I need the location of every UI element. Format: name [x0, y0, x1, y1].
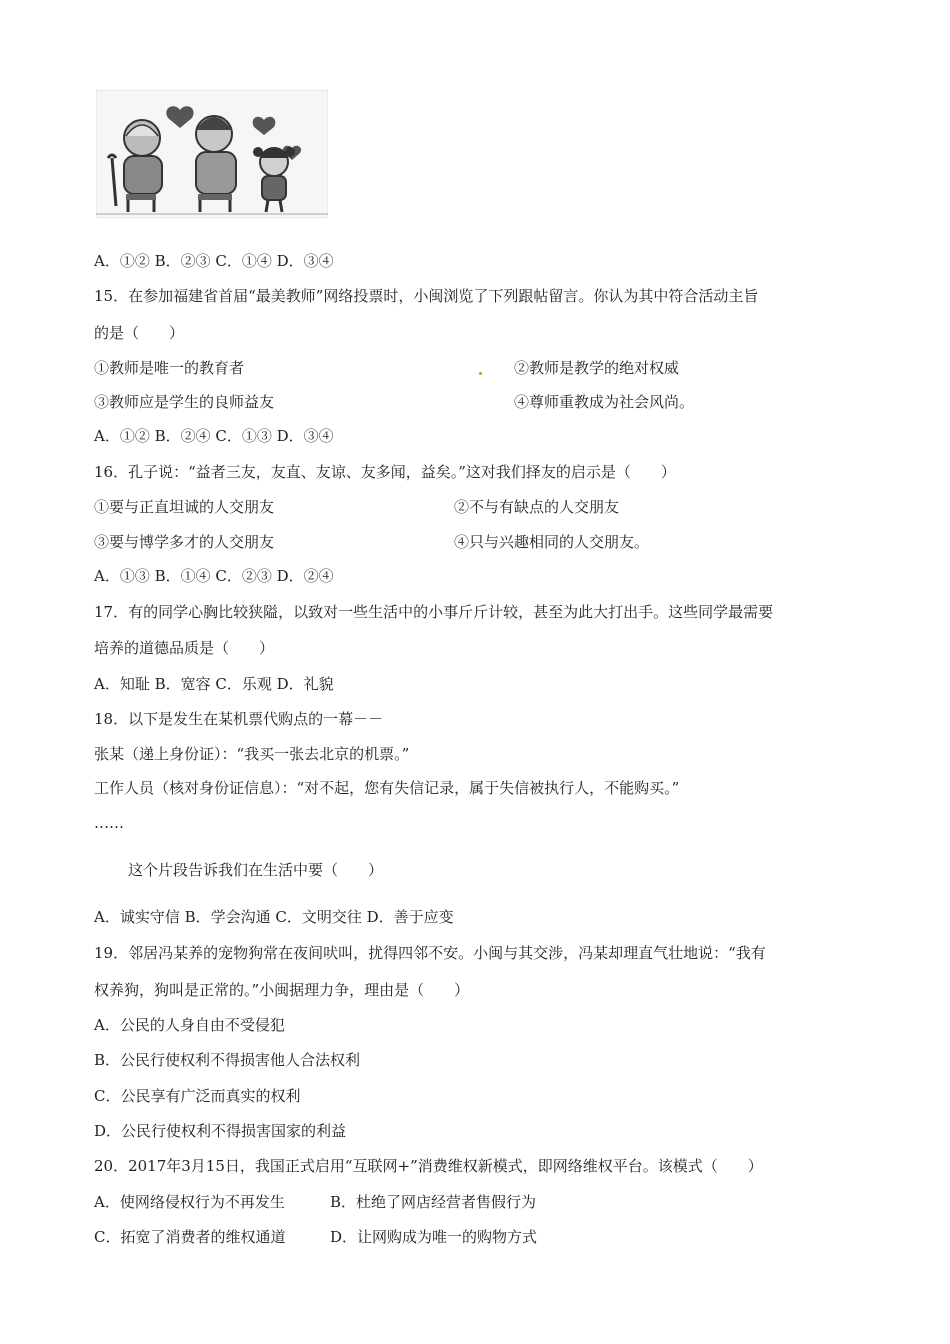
- family-illustration: [96, 90, 328, 218]
- q20-option-d: D．让网购成为唯一的购物方式: [330, 1228, 538, 1246]
- q16-item-2: ②不与有缺点的人交朋友: [454, 498, 620, 516]
- q17-stem-line-1: 17．有的同学心胸比较狭隘，以致对一些生活中的小事斤斤计较，甚至为此大打出手。这些同学最需要: [94, 603, 774, 621]
- q20-option-b: B．杜绝了网店经营者售假行为: [330, 1193, 537, 1211]
- q20-option-a: A．使网络侵权行为不再发生: [94, 1193, 285, 1211]
- q18-options: A．诚实守信 B．学会沟通 C．文明交往 D．善于应变: [94, 908, 454, 926]
- q15-item-1: ①教师是唯一的教育者: [94, 359, 245, 377]
- q19-option-a: A．公民的人身自由不受侵犯: [94, 1016, 285, 1034]
- q16-item-4: ④只与兴趣相同的人交朋友。: [454, 533, 650, 551]
- q15-stem-line-1: 15．在参加福建省首届“最美教师”网络投票时，小闽浏览了下列跟帖留言。你认为其中符合活动主旨: [94, 287, 759, 305]
- q16-stem: 16．孔子说：“益者三友，友直、友谅、友多闻，益矣。”这对我们择友的启示是（ ）: [94, 463, 676, 481]
- q16-item-3: ③要与博学多才的人交朋友: [94, 533, 275, 551]
- q18-stem: 18．以下是发生在某机票代购点的一幕－－: [94, 710, 384, 728]
- q18-dialogue-2: 工作人员（核对身份证信息）：“对不起，您有失信记录，属于失信被执行人，不能购买。”: [94, 779, 680, 797]
- q19-option-c: C．公民享有广泛而真实的权利: [94, 1087, 301, 1105]
- q14-options: A．①② B．②③ C．①④ D．③④: [94, 252, 334, 270]
- q16-options: A．①③ B．①④ C．②③ D．②④: [94, 567, 334, 585]
- scan-speck: [479, 372, 482, 375]
- q17-stem-line-2: 培养的道德品质是（ ）: [94, 639, 275, 657]
- q20-stem: 20．2017年3月15日，我国正式启用“互联网+”消费维权新模式，即网络维权平台。该模式（ ）: [94, 1157, 763, 1175]
- q15-item-4: ④尊师重教成为社会风尚。: [514, 393, 695, 411]
- q19-stem-line-1: 19．邻居冯某养的宠物狗常在夜间吠叫，扰得四邻不安。小闽与其交涉，冯某却理直气壮地说：“我有: [94, 944, 766, 962]
- q17-options: A．知耻 B．宽容 C．乐观 D．礼貌: [94, 675, 334, 693]
- q19-option-d: D．公民行使权利不得损害国家的利益: [94, 1122, 347, 1140]
- q18-question: 这个片段告诉我们在生活中要（ ）: [128, 861, 384, 879]
- q15-options: A．①② B．②④ C．①③ D．③④: [94, 427, 334, 445]
- q18-ellipsis: ……: [94, 814, 124, 832]
- q15-item-3: ③教师应是学生的良师益友: [94, 393, 275, 411]
- q15-item-2: ②教师是教学的绝对权威: [514, 359, 680, 377]
- q15-stem-line-2: 的是（ ）: [94, 324, 185, 342]
- q20-option-c: C．拓宽了消费者的维权通道: [94, 1228, 286, 1246]
- q19-stem-line-2: 权养狗，狗叫是正常的。”小闽据理力争，理由是（ ）: [94, 981, 470, 999]
- q18-dialogue-1: 张某（递上身份证）：“我买一张去北京的机票。”: [94, 745, 410, 763]
- q19-option-b: B．公民行使权利不得损害他人合法权利: [94, 1051, 361, 1069]
- q16-item-1: ①要与正直坦诚的人交朋友: [94, 498, 275, 516]
